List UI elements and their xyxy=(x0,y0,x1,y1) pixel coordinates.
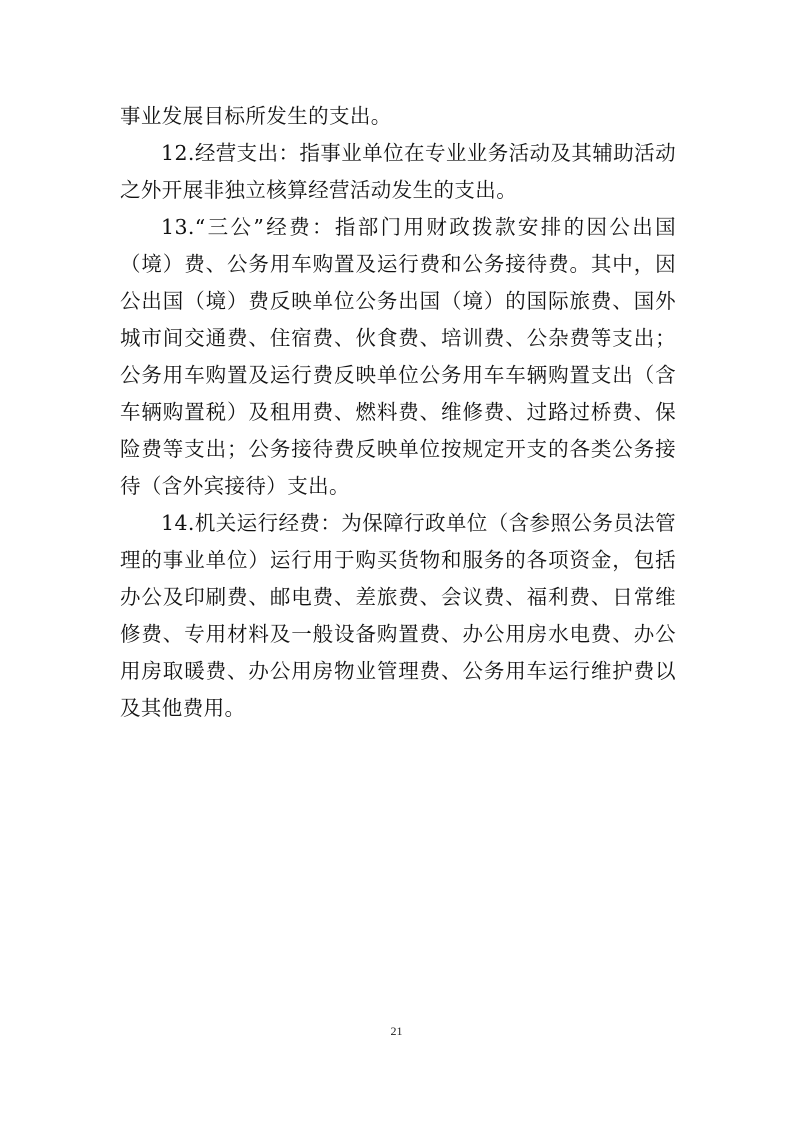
paragraph-three-public-expenses: 13.“三公”经费：指部门用财政拨款安排的因公出国（境）费、公务用车购置及运行费和公务接待费。其中，因公出国（境）费反映单位公务出国（境）的国际旅费、国外城市间交通费、住宿费、伙食费、培训费、公杂费等支出；公务用车购置及运行费反映单位公务用车车辆购置支出（含车辆购置税）及租用费、燃料费、维修费、过路过桥费、保险费等支出；公务接待费反映单位按规定开支的各类公务接待（含外宾接待）支出。 xyxy=(120,215,676,498)
paragraph-operating-expenditure: 12.经营支出：指事业单位在专业业务活动及其辅助活动之外开展非独立核算经营活动发生的支出。 xyxy=(120,141,676,202)
document-body xyxy=(120,98,676,727)
paragraph-continuation: 事业发展目标所发生的支出。 xyxy=(120,104,392,128)
paragraph-agency-operating-expenses: 14.机关运行经费：为保障行政单位（含参照公务员法管理的事业单位）运行用于购买货物和服务的各项资金，包括办公及印刷费、邮电费、差旅费、会议费、福利费、日常维修费、专用材料及一般设备购置费、办公用房水电费、办公用房取暖费、办公用房物业管理费、公务用车运行维护费以及其他费用。 xyxy=(120,511,676,720)
page-number: 21 xyxy=(390,1024,403,1038)
